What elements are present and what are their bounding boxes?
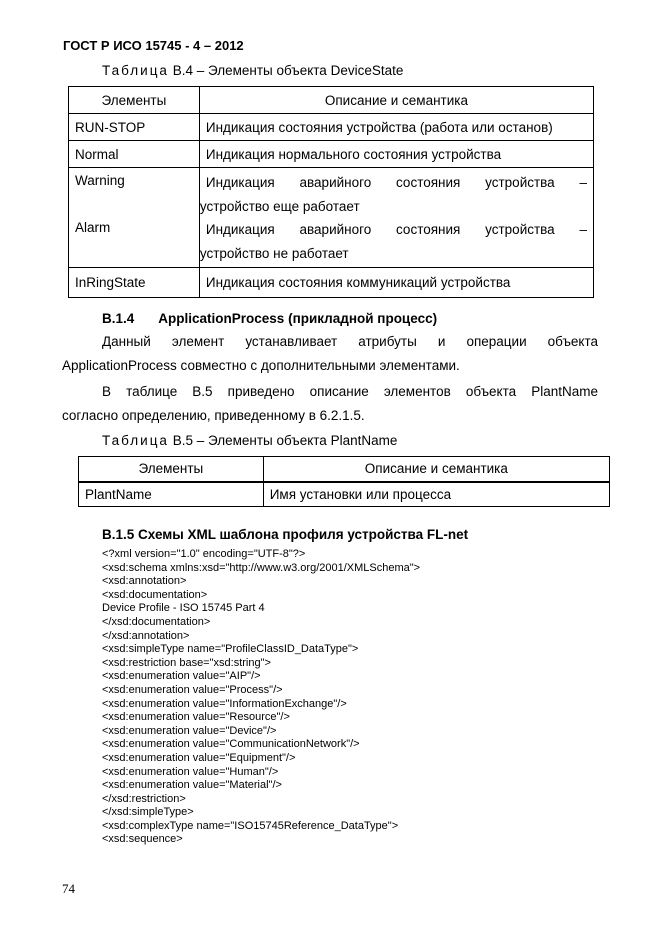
table-b4 xyxy=(68,86,594,298)
paragraph-line: В таблице В.5 приведено описание элементов объекта PlantName xyxy=(102,384,598,399)
table-cell-desc-warning-line2: устройство еще работает xyxy=(199,198,360,214)
table-row xyxy=(69,141,594,168)
section-b14-paragraph-2 xyxy=(62,380,598,428)
table-b5 xyxy=(78,456,610,507)
table-cell-element: InRingState xyxy=(69,268,200,298)
table-b5-caption-text: В.5 – Элементы объекта PlantName xyxy=(168,433,398,448)
table-b5-caption xyxy=(102,433,397,448)
table-row xyxy=(69,114,594,141)
table-cell-element: PlantName xyxy=(79,482,264,507)
page-number: 74 xyxy=(62,881,75,896)
xml-code-block: <?xml version="1.0" encoding="UTF-8"?> <xsd:schema xmlns:xsd="http://www.w3.org/2001/XMLSchema"> <xsd:annotation> <xsd:documentation> Device Profile - ISO 15745 Part 4 </xsd:documentation> </xsd:annotation> <xsd:simpleType name="ProfileClassID_DataType"> <xsd:restriction base="xsd:string"> <xsd:enumeration value="AIP"/> <xsd:enumeration value="Process"/> <xsd:enumeration value="InformationExchange"/> <xsd:enumeration value="Resource"/> <xsd:enumeration value="Device"/> <xsd:enumeration value="CommunicationNetwork"/> <xsd:enumeration value="Equipment"/> <xsd:enumeration value="Human"/> <xsd:enumeration value="Material"/> </xsd:restriction> </xsd:simpleType> <xsd:complexType name="ISO15745Reference_DataType"> <xsd:sequence> xyxy=(102,548,421,846)
paragraph-line: ApplicationProcess совместно с дополнительными элементами. xyxy=(62,358,460,373)
table-b5-caption-word: Таблица xyxy=(102,433,169,448)
section-b14-number: В.1.4 xyxy=(102,311,135,326)
table-b4-caption-word: Таблица xyxy=(102,63,169,78)
document-header: ГОСТ Р ИСО 15745 - 4 – 2012 xyxy=(63,38,244,53)
table-b4-caption xyxy=(102,63,403,78)
table-cell-desc: Индикация состояния устройства (работа или останов) xyxy=(199,114,593,141)
table-b4-col-desc: Описание и семантика xyxy=(199,87,593,114)
table-cell-desc-alarm-line1: Индикация аварийного состояния устройства – xyxy=(205,222,587,237)
section-b14-heading xyxy=(102,311,437,326)
table-b4-col-element: Элементы xyxy=(69,87,200,114)
table-row xyxy=(69,268,594,298)
table-cell-desc-alarm-line2: устройство не работает xyxy=(199,245,349,261)
table-cell-desc: Имя установки или процесса xyxy=(263,482,609,507)
section-b14-paragraph-1 xyxy=(62,330,598,378)
table-cell-element: Normal xyxy=(69,141,200,168)
table-cell-desc: Индикация состояния коммуникаций устройства xyxy=(199,268,593,298)
table-row-multi xyxy=(69,168,594,268)
section-b14-title: ApplicationProcess (прикладной процесс) xyxy=(158,311,438,326)
table-b4-caption-text: В.4 – Элементы объекта DeviceState xyxy=(168,63,404,78)
table-b5-header-row xyxy=(79,457,610,482)
paragraph-line: Данный элемент устанавливает атрибуты и операции объекта xyxy=(102,334,598,349)
table-b4-header-row xyxy=(69,87,594,114)
table-cell-element-group xyxy=(69,168,200,268)
table-cell-element-alarm: Alarm xyxy=(75,220,111,235)
section-b15-heading: В.1.5 Схемы XML шаблона профиля устройства FL-net xyxy=(102,527,469,542)
table-cell-element: RUN-STOP xyxy=(69,114,200,141)
paragraph-line: согласно определению, приведенному в 6.2.1.5. xyxy=(62,408,365,423)
table-cell-element-warning: Warning xyxy=(75,173,125,188)
table-b5-col-element: Элементы xyxy=(79,457,264,482)
table-row xyxy=(79,482,610,507)
table-cell-desc-group xyxy=(199,168,593,268)
table-cell-desc: Индикация нормального состояния устройства xyxy=(199,141,593,168)
table-b5-col-desc: Описание и семантика xyxy=(263,457,609,482)
table-cell-desc-warning-line1: Индикация аварийного состояния устройства – xyxy=(205,175,587,190)
